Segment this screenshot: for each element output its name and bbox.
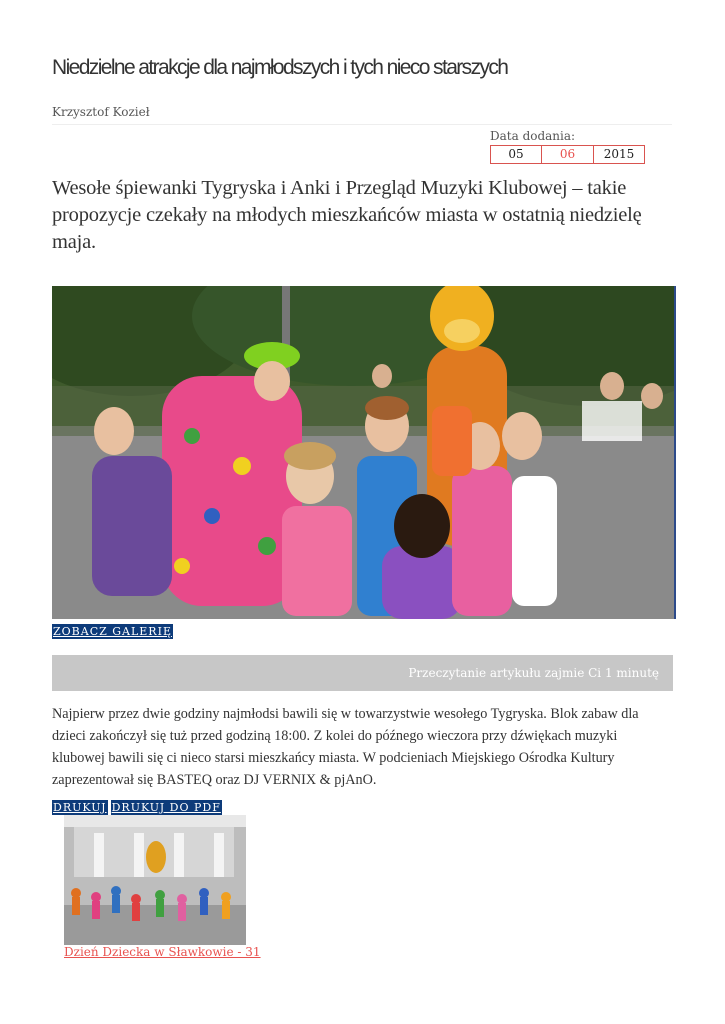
print-actions <box>52 800 222 815</box>
reading-time-bar <box>52 655 673 691</box>
date-box <box>490 145 645 164</box>
main-photo[interactable] <box>52 286 676 619</box>
date-month: 06 <box>542 146 594 163</box>
related-gallery-link[interactable]: Dzień Dziecka w Sławkowie - 31 <box>64 945 261 959</box>
article-title: Niedzielne atrakcje dla najmłodszych i tych nieco starszych <box>52 56 508 79</box>
print-button[interactable]: DRUKUJ <box>53 801 107 814</box>
header-divider <box>52 124 672 125</box>
article-lead: Wesołe śpiewanki Tygryska i Anki i Przegląd Muzyki Klubowej – takie propozycje czekały na młodych mieszkańców miasta w ostatnią niedzielę maja. <box>52 177 642 253</box>
date-year: 2015 <box>603 147 635 161</box>
view-gallery-button[interactable] <box>52 620 173 639</box>
view-gallery-label: ZOBACZ GALERIĘ <box>53 625 172 638</box>
print-pdf-button[interactable]: DRUKUJ DO PDF <box>111 801 221 814</box>
related-gallery-thumbnail[interactable] <box>64 815 246 945</box>
date-label: Data dodania: <box>490 129 576 143</box>
article-body: Najpierw przez dwie godziny najmłodsi bawili się w towarzystwie wesołego Tygryska. Blok zabaw dla dzieci zakończył się tuż przed godziną 18:00. Z kolei do późnego wieczora przy dźwiękach muzyki klubowej bawili się ci nieco starsi mieszkańcy miasta. W podcieniach Miejskiego Ośrodka Kultury zaprezentował się BASTEQ oraz DJ VERNIX & pjAnO. <box>52 706 639 788</box>
main-photo-illustration <box>52 286 674 619</box>
reading-time-text: Przeczytanie artykułu zajmie Ci 1 minutę <box>408 666 659 680</box>
article-author: Krzysztof Kozieł <box>52 105 150 119</box>
date-day: 05 <box>491 146 542 163</box>
related-thumbnail-illustration <box>64 815 246 945</box>
